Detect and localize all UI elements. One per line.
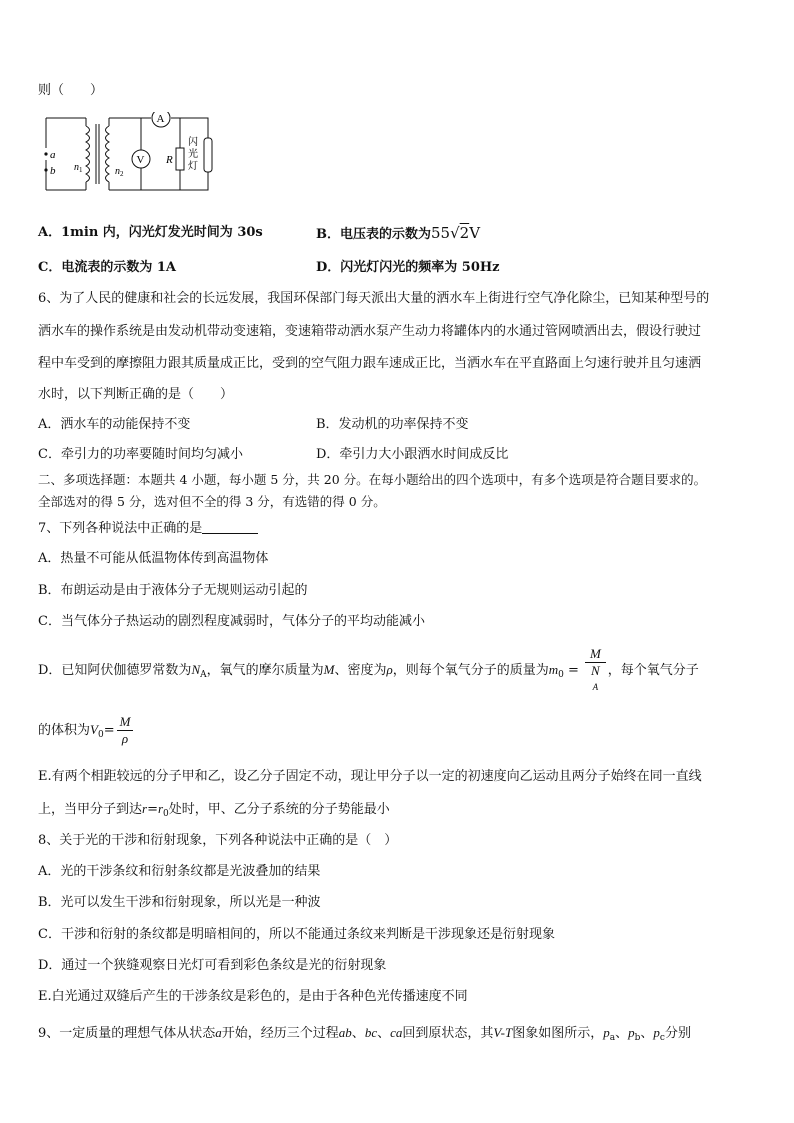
q5-option-b: B．电压表的示数为55√2V: [316, 224, 481, 242]
q6-option-d: D．牵引力大小跟洒水时间成反比: [316, 447, 509, 462]
resistor-label: R: [166, 154, 173, 166]
n2-label: $n_2$: [115, 166, 124, 178]
q7-option-d-line-2: 的体积为$V_0=$ $\frac{M}{\rho}$: [38, 710, 135, 755]
q5-option-d: D．闪光灯闪光的频率为 50Hz: [316, 260, 500, 275]
answer-blank: [202, 521, 258, 534]
terminal-b-label: b: [50, 165, 56, 177]
q7-option-e-line-2: 上，当甲分子到达$r=r_0$处时，甲、乙分子系统的分子势能最小: [38, 801, 390, 819]
q7-option-b: B．布朗运动是由于液体分子无规则运动引起的: [38, 583, 308, 598]
intro-text: 则（ ）: [38, 83, 104, 98]
terminal-b-dot: [44, 168, 47, 171]
lamp-label-1: 闪: [188, 137, 198, 148]
q7-option-d-line-1: D．已知阿伏伽德罗常数为$N_A$，氧气的摩尔质量为M、密度为ρ，则每个氧气分子的质量为$m_0$ = M N A ，每个氧气分子: [38, 646, 699, 695]
voltmeter-label: V: [136, 154, 145, 166]
terminal-a-label: a: [50, 149, 56, 161]
q8-option-a: A．光的干涉条纹和衍射条纹都是光波叠加的结果: [38, 864, 321, 879]
section2-heading-line-1: 二、多项选择题：本题共 4 小题，每小题 5 分，共 20 分。在每小题给出的四个选项中，有多个选项是符合题目要求的。: [38, 472, 707, 487]
q6-stem-line-4: 水时，以下判断正确的是（ ）: [38, 387, 234, 402]
q6-option-c: C．牵引力的功率要随时间均匀减小: [38, 447, 243, 462]
q7-option-c: C．当气体分子热运动的剧烈程度减弱时，气体分子的平均动能减小: [38, 614, 425, 629]
molecule-volume-fraction: $\frac{M}{\rho}$: [117, 714, 134, 747]
q5-option-a: A．1min 内，闪光灯发光时间为 30s: [38, 225, 263, 240]
q7-stem: 7、下列各种说法中正确的是: [38, 520, 258, 538]
q8-option-b: B．光可以发生干涉和衍射现象，所以光是一种波: [38, 895, 321, 910]
molecule-mass-fraction: M N A: [585, 646, 606, 695]
lamp-label-3: 灯: [188, 161, 198, 172]
n1-label: $n_1$: [74, 162, 83, 174]
q6-stem-line-2: 洒水车的操作系统是由发动机带动变速箱，变速箱带动洒水泵产生动力将罐体内的水通过管网喷洒出去，假设行驶过: [38, 324, 702, 339]
ammeter-label: A: [156, 113, 165, 125]
terminal-a-dot: [44, 152, 47, 155]
q8-option-d: D．通过一个狭缝观察日光灯可看到彩色条纹是光的衍射现象: [38, 958, 387, 973]
q6-option-a: A．洒水车的动能保持不变: [38, 417, 191, 432]
transformer-circuit-diagram: [38, 112, 238, 196]
lamp-label-2: 光: [188, 149, 198, 160]
q7-option-e-line-1: E.有两个相距较远的分子甲和乙，设乙分子固定不动，现让甲分子以一定的初速度向乙运动且两分子始终在同一直线: [38, 769, 702, 784]
section2-heading-line-2: 全部选对的得 5 分，选对但不全的得 3 分，有选错的得 0 分。: [38, 494, 386, 509]
q6-stem-line-3: 程中车受到的摩擦阻力跟其质量成正比，受到的空气阻力跟车速成正比，当洒水车在平直路面上匀速行驶并且匀速洒: [38, 356, 702, 371]
q7-option-a: A．热量不可能从低温物体传到高温物体: [38, 551, 269, 566]
q9-stem-line-1: 9、一定质量的理想气体从状态a开始，经历三个过程ab、bc、ca回到原状态，其V-T图象如图所示，$p_a$、$p_b$、$p_c$分别: [38, 1025, 691, 1043]
q8-option-c: C．干涉和衍射的条纹都是明暗相间的，所以不能通过条纹来判断是干涉现象还是衍射现象: [38, 927, 555, 942]
q6-option-b: B．发动机的功率保持不变: [316, 417, 469, 432]
q6-stem-line-1: 6、为了人民的健康和社会的长远发展，我国环保部门每天派出大量的洒水车上街进行空气净化除尘，已知某种型号的: [38, 291, 710, 306]
q5-option-c: C．电流表的示数为 1A: [38, 260, 177, 275]
q8-option-e: E.白光通过双缝后产生的干涉条纹是彩色的，是由于各种色光传播速度不同: [38, 989, 468, 1004]
q8-stem: 8、关于光的干涉和衍射现象，下列各种说法中正确的是（ ）: [38, 833, 398, 848]
